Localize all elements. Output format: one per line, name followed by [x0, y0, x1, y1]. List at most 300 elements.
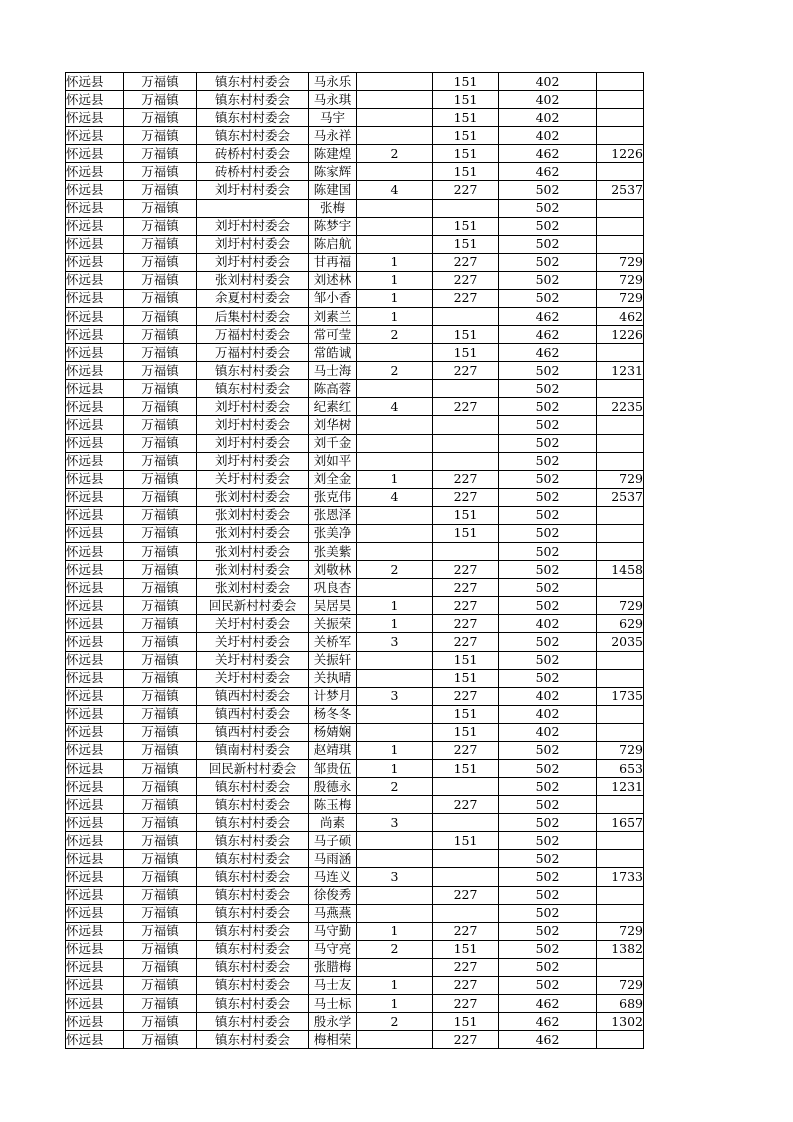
table-row — [66, 633, 644, 651]
amount-a-cell: 227 — [433, 886, 499, 904]
town-cell: 万福镇 — [124, 940, 197, 958]
amount-a-cell: 227 — [433, 561, 499, 579]
total-cell: 729 — [597, 976, 644, 994]
name-cell: 关执晴 — [309, 669, 357, 687]
name-cell: 甘再福 — [309, 253, 357, 271]
amount-b-cell: 502 — [499, 814, 597, 832]
village-cell: 镇西村村委会 — [197, 723, 309, 741]
amount-b-cell: 502 — [499, 452, 597, 470]
county-cell: 怀远县 — [66, 362, 124, 380]
county-cell: 怀远县 — [66, 814, 124, 832]
county-cell: 怀远县 — [66, 434, 124, 452]
name-cell: 关振轩 — [309, 651, 357, 669]
count-cell: 2 — [357, 561, 433, 579]
county-cell: 怀远县 — [66, 308, 124, 326]
amount-a-cell: 151 — [433, 705, 499, 723]
total-cell: 1226 — [597, 145, 644, 163]
amount-b-cell: 402 — [499, 615, 597, 633]
amount-b-cell: 502 — [499, 524, 597, 542]
town-cell: 万福镇 — [124, 904, 197, 922]
amount-b-cell: 502 — [499, 940, 597, 958]
count-cell: 2 — [357, 145, 433, 163]
name-cell: 刘千金 — [309, 434, 357, 452]
name-cell: 常皓诚 — [309, 344, 357, 362]
name-cell: 马士标 — [309, 994, 357, 1012]
village-cell: 镇东村村委会 — [197, 362, 309, 380]
village-cell: 砖桥村村委会 — [197, 163, 309, 181]
total-cell: 729 — [597, 271, 644, 289]
amount-a-cell: 151 — [433, 145, 499, 163]
county-cell: 怀远县 — [66, 271, 124, 289]
county-cell: 怀远县 — [66, 994, 124, 1012]
table-row — [66, 163, 644, 181]
county-cell: 怀远县 — [66, 1013, 124, 1031]
town-cell: 万福镇 — [124, 723, 197, 741]
amount-b-cell: 502 — [499, 181, 597, 199]
table-row — [66, 778, 644, 796]
county-cell: 怀远县 — [66, 796, 124, 814]
total-cell — [597, 380, 644, 398]
village-cell: 镇东村村委会 — [197, 922, 309, 940]
amount-b-cell: 462 — [499, 344, 597, 362]
village-cell: 万福村村委会 — [197, 344, 309, 362]
county-cell: 怀远县 — [66, 904, 124, 922]
name-cell: 陈玉梅 — [309, 796, 357, 814]
table-row — [66, 994, 644, 1012]
amount-a-cell: 151 — [433, 506, 499, 524]
village-cell: 镇东村村委会 — [197, 127, 309, 145]
total-cell: 1302 — [597, 1013, 644, 1031]
amount-a-cell — [433, 434, 499, 452]
table-row — [66, 326, 644, 344]
table-row — [66, 615, 644, 633]
amount-a-cell — [433, 308, 499, 326]
table-row — [66, 814, 644, 832]
amount-b-cell: 502 — [499, 958, 597, 976]
town-cell: 万福镇 — [124, 380, 197, 398]
amount-a-cell: 227 — [433, 488, 499, 506]
total-cell: 1733 — [597, 868, 644, 886]
amount-b-cell: 462 — [499, 1031, 597, 1049]
name-cell: 马永祥 — [309, 127, 357, 145]
count-cell: 1 — [357, 308, 433, 326]
total-cell — [597, 434, 644, 452]
amount-a-cell: 227 — [433, 1031, 499, 1049]
village-cell: 镇西村村委会 — [197, 705, 309, 723]
county-cell: 怀远县 — [66, 127, 124, 145]
count-cell: 3 — [357, 868, 433, 886]
village-cell: 刘圩村村委会 — [197, 398, 309, 416]
name-cell: 马士友 — [309, 976, 357, 994]
village-cell: 镇东村村委会 — [197, 976, 309, 994]
town-cell: 万福镇 — [124, 561, 197, 579]
count-cell — [357, 705, 433, 723]
table-row — [66, 434, 644, 452]
village-cell: 万福村村委会 — [197, 326, 309, 344]
amount-a-cell: 151 — [433, 759, 499, 777]
town-cell: 万福镇 — [124, 705, 197, 723]
name-cell: 殷德永 — [309, 778, 357, 796]
amount-a-cell: 227 — [433, 271, 499, 289]
county-cell: 怀远县 — [66, 163, 124, 181]
county-cell: 怀远县 — [66, 416, 124, 434]
town-cell: 万福镇 — [124, 199, 197, 217]
name-cell: 邹小香 — [309, 289, 357, 307]
town-cell: 万福镇 — [124, 488, 197, 506]
county-cell: 怀远县 — [66, 524, 124, 542]
village-cell: 张刘村村委会 — [197, 524, 309, 542]
name-cell: 纪素红 — [309, 398, 357, 416]
town-cell: 万福镇 — [124, 163, 197, 181]
table-row — [66, 109, 644, 127]
town-cell: 万福镇 — [124, 398, 197, 416]
count-cell — [357, 543, 433, 561]
village-cell: 镇东村村委会 — [197, 1031, 309, 1049]
name-cell: 吴居昊 — [309, 597, 357, 615]
town-cell: 万福镇 — [124, 91, 197, 109]
table-row — [66, 579, 644, 597]
total-cell — [597, 416, 644, 434]
total-cell: 729 — [597, 470, 644, 488]
total-cell: 1231 — [597, 362, 644, 380]
village-cell: 镇东村村委会 — [197, 886, 309, 904]
name-cell: 马燕燕 — [309, 904, 357, 922]
name-cell: 杨婧娴 — [309, 723, 357, 741]
table-row — [66, 796, 644, 814]
amount-a-cell: 227 — [433, 741, 499, 759]
total-cell — [597, 506, 644, 524]
county-cell: 怀远县 — [66, 832, 124, 850]
table-row — [66, 199, 644, 217]
count-cell: 1 — [357, 615, 433, 633]
total-cell: 1226 — [597, 326, 644, 344]
village-cell: 镇东村村委会 — [197, 778, 309, 796]
village-cell: 关圩村村委会 — [197, 633, 309, 651]
village-cell: 刘圩村村委会 — [197, 253, 309, 271]
count-cell — [357, 796, 433, 814]
count-cell — [357, 723, 433, 741]
table-row — [66, 362, 644, 380]
amount-b-cell: 402 — [499, 91, 597, 109]
county-cell: 怀远县 — [66, 579, 124, 597]
name-cell: 陈高蓉 — [309, 380, 357, 398]
amount-b-cell: 502 — [499, 633, 597, 651]
town-cell: 万福镇 — [124, 434, 197, 452]
county-cell: 怀远县 — [66, 886, 124, 904]
name-cell: 刘素兰 — [309, 308, 357, 326]
county-cell: 怀远县 — [66, 633, 124, 651]
count-cell — [357, 579, 433, 597]
name-cell: 马连义 — [309, 868, 357, 886]
name-cell: 关桥军 — [309, 633, 357, 651]
name-cell: 巩良杏 — [309, 579, 357, 597]
amount-a-cell: 151 — [433, 109, 499, 127]
count-cell — [357, 235, 433, 253]
village-cell: 张刘村村委会 — [197, 579, 309, 597]
amount-a-cell — [433, 380, 499, 398]
table-row — [66, 524, 644, 542]
amount-a-cell: 227 — [433, 796, 499, 814]
total-cell — [597, 886, 644, 904]
count-cell: 2 — [357, 326, 433, 344]
total-cell — [597, 832, 644, 850]
amount-b-cell: 502 — [499, 741, 597, 759]
total-cell: 629 — [597, 615, 644, 633]
name-cell: 常可莹 — [309, 326, 357, 344]
total-cell — [597, 723, 644, 741]
village-cell: 余夏村村委会 — [197, 289, 309, 307]
village-cell: 后集村村委会 — [197, 308, 309, 326]
amount-b-cell: 502 — [499, 434, 597, 452]
amount-a-cell: 227 — [433, 922, 499, 940]
data-table — [65, 72, 644, 1049]
village-cell: 镇东村村委会 — [197, 380, 309, 398]
town-cell: 万福镇 — [124, 994, 197, 1012]
table-row — [66, 217, 644, 235]
town-cell: 万福镇 — [124, 886, 197, 904]
name-cell: 张梅 — [309, 199, 357, 217]
town-cell: 万福镇 — [124, 470, 197, 488]
village-cell: 镇东村村委会 — [197, 958, 309, 976]
amount-b-cell: 462 — [499, 994, 597, 1012]
village-cell: 镇东村村委会 — [197, 814, 309, 832]
total-cell: 653 — [597, 759, 644, 777]
total-cell: 729 — [597, 289, 644, 307]
count-cell — [357, 1031, 433, 1049]
count-cell: 1 — [357, 289, 433, 307]
amount-b-cell: 502 — [499, 850, 597, 868]
count-cell: 3 — [357, 633, 433, 651]
table-row — [66, 416, 644, 434]
amount-a-cell: 151 — [433, 524, 499, 542]
village-cell: 张刘村村委会 — [197, 271, 309, 289]
total-cell: 2235 — [597, 398, 644, 416]
amount-b-cell: 502 — [499, 271, 597, 289]
total-cell — [597, 524, 644, 542]
count-cell: 4 — [357, 181, 433, 199]
village-cell: 刘圩村村委会 — [197, 181, 309, 199]
amount-a-cell: 151 — [433, 73, 499, 91]
table-row — [66, 759, 644, 777]
amount-b-cell: 502 — [499, 488, 597, 506]
amount-a-cell: 227 — [433, 398, 499, 416]
amount-b-cell: 502 — [499, 904, 597, 922]
name-cell: 徐俊秀 — [309, 886, 357, 904]
total-cell — [597, 109, 644, 127]
count-cell: 1 — [357, 741, 433, 759]
town-cell: 万福镇 — [124, 289, 197, 307]
village-cell: 镇东村村委会 — [197, 868, 309, 886]
county-cell: 怀远县 — [66, 91, 124, 109]
town-cell: 万福镇 — [124, 1031, 197, 1049]
total-cell — [597, 796, 644, 814]
amount-b-cell: 502 — [499, 886, 597, 904]
village-cell: 镇东村村委会 — [197, 994, 309, 1012]
town-cell: 万福镇 — [124, 543, 197, 561]
village-cell: 张刘村村委会 — [197, 506, 309, 524]
name-cell: 马永乐 — [309, 73, 357, 91]
table-row — [66, 398, 644, 416]
total-cell: 729 — [597, 922, 644, 940]
count-cell — [357, 163, 433, 181]
county-cell: 怀远县 — [66, 922, 124, 940]
town-cell: 万福镇 — [124, 651, 197, 669]
amount-b-cell: 502 — [499, 778, 597, 796]
amount-b-cell: 502 — [499, 199, 597, 217]
table-row — [66, 976, 644, 994]
count-cell — [357, 886, 433, 904]
total-cell: 2537 — [597, 488, 644, 506]
name-cell: 张美紫 — [309, 543, 357, 561]
county-cell: 怀远县 — [66, 615, 124, 633]
table-row — [66, 181, 644, 199]
name-cell: 马雨涵 — [309, 850, 357, 868]
amount-b-cell: 502 — [499, 380, 597, 398]
village-cell: 镇东村村委会 — [197, 73, 309, 91]
total-cell — [597, 1031, 644, 1049]
amount-a-cell — [433, 543, 499, 561]
town-cell: 万福镇 — [124, 344, 197, 362]
village-cell: 关圩村村委会 — [197, 651, 309, 669]
table-row — [66, 73, 644, 91]
town-cell: 万福镇 — [124, 524, 197, 542]
village-cell: 关圩村村委会 — [197, 470, 309, 488]
name-cell: 关振荣 — [309, 615, 357, 633]
name-cell: 陈启航 — [309, 235, 357, 253]
town-cell: 万福镇 — [124, 832, 197, 850]
total-cell — [597, 235, 644, 253]
table-row — [66, 922, 644, 940]
name-cell: 陈建煌 — [309, 145, 357, 163]
county-cell: 怀远县 — [66, 597, 124, 615]
county-cell: 怀远县 — [66, 741, 124, 759]
count-cell: 3 — [357, 687, 433, 705]
village-cell: 镇东村村委会 — [197, 1013, 309, 1031]
total-cell: 729 — [597, 741, 644, 759]
county-cell: 怀远县 — [66, 651, 124, 669]
amount-a-cell — [433, 778, 499, 796]
amount-a-cell: 227 — [433, 470, 499, 488]
town-cell: 万福镇 — [124, 326, 197, 344]
village-cell: 镇东村村委会 — [197, 832, 309, 850]
town-cell: 万福镇 — [124, 669, 197, 687]
count-cell — [357, 850, 433, 868]
amount-b-cell: 502 — [499, 976, 597, 994]
town-cell: 万福镇 — [124, 271, 197, 289]
name-cell: 马守亮 — [309, 940, 357, 958]
county-cell: 怀远县 — [66, 217, 124, 235]
total-cell — [597, 452, 644, 470]
amount-a-cell: 227 — [433, 289, 499, 307]
town-cell: 万福镇 — [124, 615, 197, 633]
amount-b-cell: 462 — [499, 145, 597, 163]
name-cell: 刘全金 — [309, 470, 357, 488]
county-cell: 怀远县 — [66, 759, 124, 777]
total-cell — [597, 73, 644, 91]
town-cell: 万福镇 — [124, 308, 197, 326]
town-cell: 万福镇 — [124, 778, 197, 796]
amount-b-cell: 502 — [499, 579, 597, 597]
amount-b-cell: 462 — [499, 1013, 597, 1031]
name-cell: 刘述林 — [309, 271, 357, 289]
village-cell: 张刘村村委会 — [197, 561, 309, 579]
village-cell: 镇东村村委会 — [197, 91, 309, 109]
village-cell: 张刘村村委会 — [197, 488, 309, 506]
amount-a-cell: 151 — [433, 163, 499, 181]
village-cell: 回民新村村委会 — [197, 759, 309, 777]
amount-a-cell: 151 — [433, 326, 499, 344]
amount-a-cell — [433, 868, 499, 886]
town-cell: 万福镇 — [124, 868, 197, 886]
count-cell — [357, 651, 433, 669]
table-row — [66, 868, 644, 886]
table-row — [66, 91, 644, 109]
total-cell — [597, 705, 644, 723]
name-cell: 陈梦宇 — [309, 217, 357, 235]
total-cell: 729 — [597, 597, 644, 615]
name-cell: 刘敬林 — [309, 561, 357, 579]
amount-b-cell: 402 — [499, 723, 597, 741]
count-cell: 3 — [357, 814, 433, 832]
amount-b-cell: 462 — [499, 326, 597, 344]
village-cell — [197, 199, 309, 217]
amount-b-cell: 502 — [499, 416, 597, 434]
name-cell: 张美净 — [309, 524, 357, 542]
count-cell — [357, 127, 433, 145]
name-cell: 刘如平 — [309, 452, 357, 470]
total-cell — [597, 344, 644, 362]
amount-b-cell: 502 — [499, 651, 597, 669]
village-cell: 回民新村村委会 — [197, 597, 309, 615]
town-cell: 万福镇 — [124, 253, 197, 271]
amount-a-cell: 151 — [433, 127, 499, 145]
count-cell — [357, 904, 433, 922]
town-cell: 万福镇 — [124, 506, 197, 524]
name-cell: 张恩泽 — [309, 506, 357, 524]
table-row — [66, 651, 644, 669]
amount-b-cell: 502 — [499, 235, 597, 253]
county-cell: 怀远县 — [66, 561, 124, 579]
amount-b-cell: 402 — [499, 705, 597, 723]
table-row — [66, 958, 644, 976]
name-cell: 陈家辉 — [309, 163, 357, 181]
amount-a-cell: 227 — [433, 597, 499, 615]
total-cell — [597, 850, 644, 868]
name-cell: 马子硕 — [309, 832, 357, 850]
amount-a-cell: 151 — [433, 235, 499, 253]
count-cell — [357, 73, 433, 91]
town-cell: 万福镇 — [124, 814, 197, 832]
table-row — [66, 127, 644, 145]
count-cell — [357, 434, 433, 452]
amount-b-cell: 502 — [499, 289, 597, 307]
town-cell: 万福镇 — [124, 452, 197, 470]
table-row — [66, 597, 644, 615]
count-cell: 2 — [357, 1013, 433, 1031]
amount-a-cell: 227 — [433, 615, 499, 633]
total-cell: 462 — [597, 308, 644, 326]
amount-a-cell: 151 — [433, 940, 499, 958]
table-row — [66, 235, 644, 253]
town-cell: 万福镇 — [124, 181, 197, 199]
count-cell: 4 — [357, 488, 433, 506]
count-cell: 1 — [357, 470, 433, 488]
amount-a-cell: 227 — [433, 687, 499, 705]
county-cell: 怀远县 — [66, 868, 124, 886]
count-cell — [357, 109, 433, 127]
total-cell — [597, 651, 644, 669]
table-row — [66, 832, 644, 850]
